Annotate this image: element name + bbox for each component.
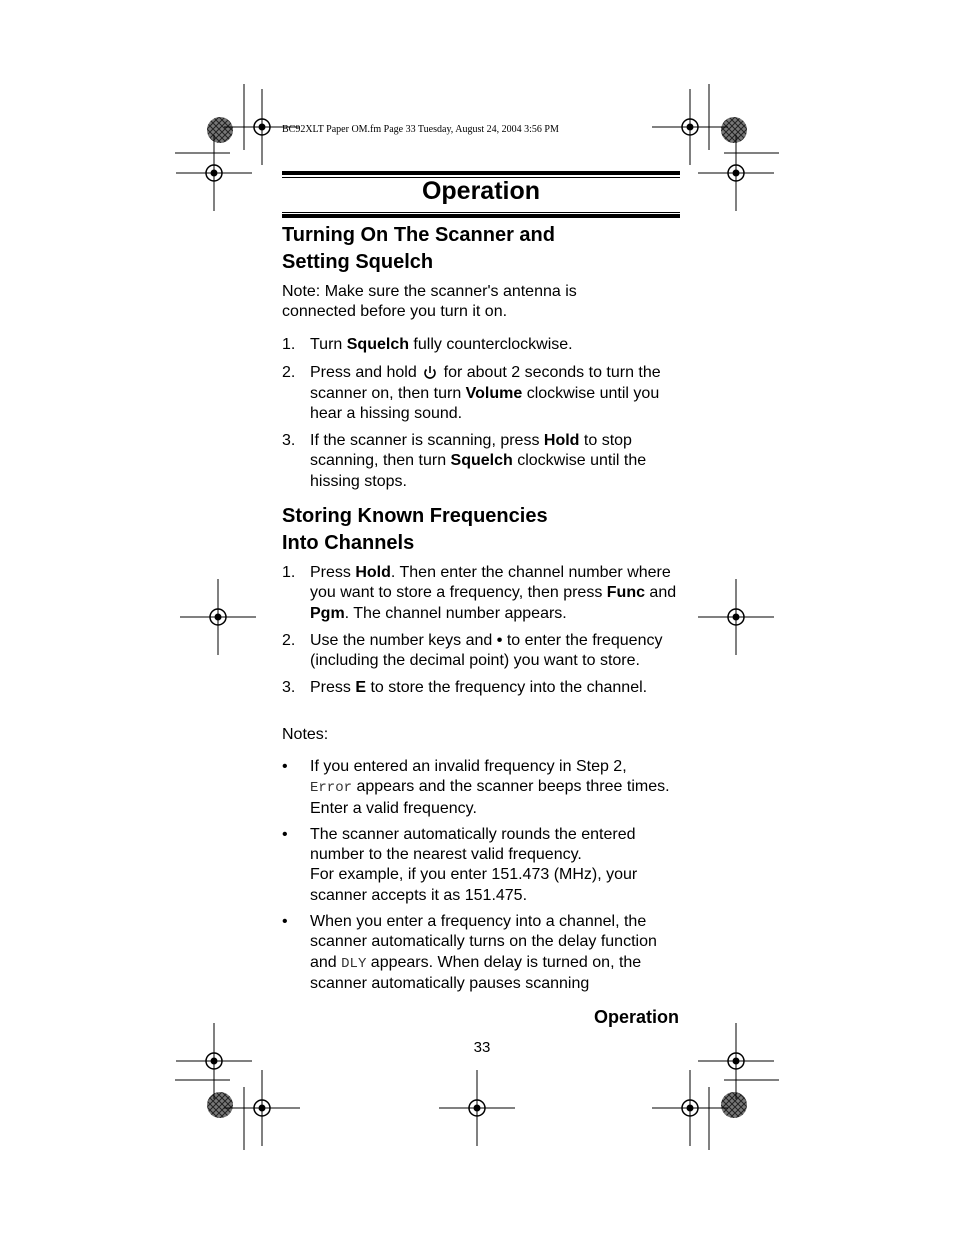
footer-section-title: Operation — [593, 1007, 679, 1027]
notes-label: Notes: — [282, 726, 329, 743]
steps-turning-on — [282, 335, 682, 492]
title-rule-bottom-thin — [282, 212, 680, 213]
list-item: • When you enter a frequency into a channel, the scanner automatically turns on the delay function and DLY appears. When delay is turned on, the scanner automatically pauses scanning — [282, 913, 657, 992]
section-heading-turning-on: Turning On The Scanner and Setting Squelch — [282, 224, 555, 273]
print-header: BC92XLT Paper OM.fm Page 33 Tuesday, August 24, 2004 3:56 PM — [282, 124, 559, 135]
list-item: 1. Press Hold. Then enter the channel number where you want to store a frequency, then press Func and Pgm. The channel number appears. — [282, 564, 677, 622]
power-icon — [421, 364, 439, 380]
display-text-dly: DLY — [341, 955, 367, 972]
list-item: • If you entered an invalid frequency in Step 2, Error appears and the scanner beeps three times. Enter a valid frequency. — [282, 758, 670, 817]
display-text-error: Error — [310, 780, 353, 797]
list-item: • The scanner automatically rounds the entered number to the nearest valid frequency. For example, if you enter 151.473 (MHz), your scanner accepts it as 151.475. — [282, 825, 638, 904]
title-rule-bottom — [282, 214, 680, 218]
list-item: 2. Use the number keys and • to enter the frequency (including the decimal point) you want to store. — [282, 631, 663, 670]
page-title: Operation — [421, 177, 541, 205]
note-antenna: Note: Make sure the scanner's antenna is connected before you turn it on. — [282, 283, 577, 320]
list-item: 3. Press E to store the frequency into the channel. — [282, 679, 648, 697]
list-item: 1. Turn Squelch fully counterclockwise. — [282, 336, 573, 353]
steps-storing — [282, 563, 682, 699]
list-item: 3. If the scanner is scanning, press Hold to stop scanning, then turn Squelch clockwise until the hissing stops. — [282, 432, 647, 490]
page-number: 33 — [473, 1039, 491, 1056]
section-heading-storing: Storing Known Frequencies Into Channels — [282, 505, 548, 554]
list-item: 2. Press and hold for about 2 seconds to turn the scanner on, then turn Volume clockwise until you hear a hissing sound. — [282, 364, 661, 422]
decimal-key-symbol: • — [496, 631, 503, 649]
notes-list — [282, 757, 682, 994]
